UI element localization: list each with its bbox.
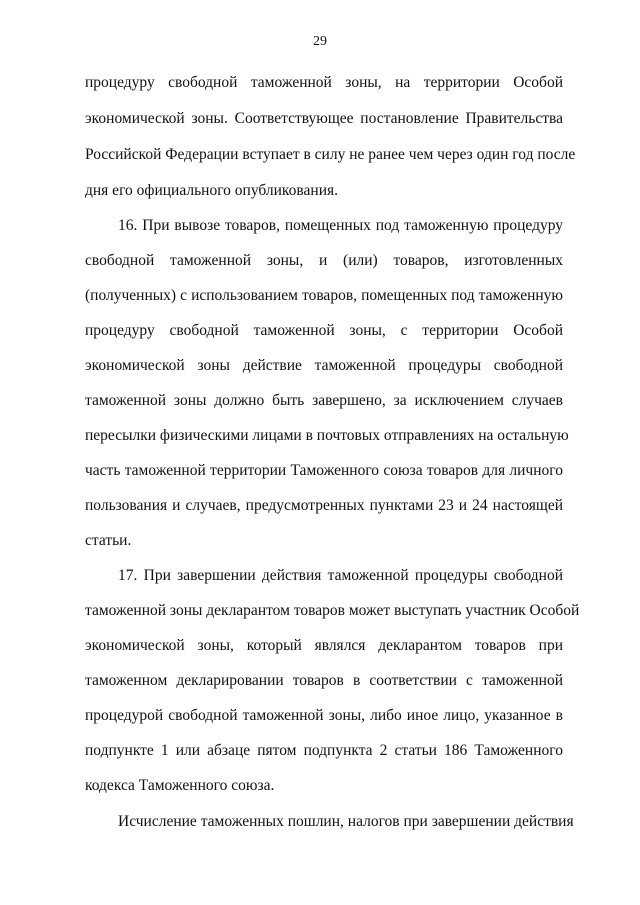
page-number: 29: [313, 34, 327, 49]
text-line: процедуру свободной таможенной зоны, на территории Особой: [85, 74, 563, 91]
text-line: таможенной зоны декларантом товаров может выступать участник Особой: [85, 602, 580, 619]
text-line: Российской Федерации вступает в силу не ранее чем через один год после: [85, 146, 576, 163]
text-line: экономической зоны действие таможенной процедуры свободной: [85, 357, 563, 374]
text-line: пользования и случаев, предусмотренных пунктами 23 и 24 настоящей: [85, 497, 563, 514]
text-line: Исчисление таможенных пошлин, налогов при завершении действия: [118, 813, 574, 830]
text-line: свободной таможенной зоны, и (или) товаров, изготовленных: [85, 252, 563, 269]
text-line: кодекса Таможенного союза.: [85, 777, 275, 794]
text-line: процедурой свободной таможенной зоны, либо иное лицо, указанное в: [85, 707, 563, 724]
text-line: 17. При завершении действия таможенной процедуры свободной: [118, 567, 563, 584]
text-line: (полученных) с использованием товаров, помещенных под таможенную: [85, 287, 563, 304]
text-line: таможенном декларировании товаров в соответствии с таможенной: [85, 672, 563, 689]
text-line: пересылки физическими лицами в почтовых отправлениях на остальную: [85, 427, 569, 444]
text-line: таможенной зоны должно быть завершено, за исключением случаев: [85, 392, 563, 409]
text-line: статьи.: [85, 532, 132, 549]
text-line: дня его официального опубликования.: [85, 182, 339, 199]
text-line: подпункте 1 или абзаце пятом подпункта 2 статьи 186 Таможенного: [85, 742, 563, 759]
text-line: экономической зоны. Соответствующее постановление Правительства: [85, 110, 563, 127]
text-line: часть таможенной территории Таможенного союза товаров для личного: [85, 462, 563, 479]
text-line: экономической зоны, который являлся декларантом товаров при: [85, 637, 563, 654]
text-line: 16. При вывозе товаров, помещенных под таможенную процедуру: [118, 217, 563, 234]
text-line: процедуру свободной таможенной зоны, с территории Особой: [85, 322, 563, 339]
